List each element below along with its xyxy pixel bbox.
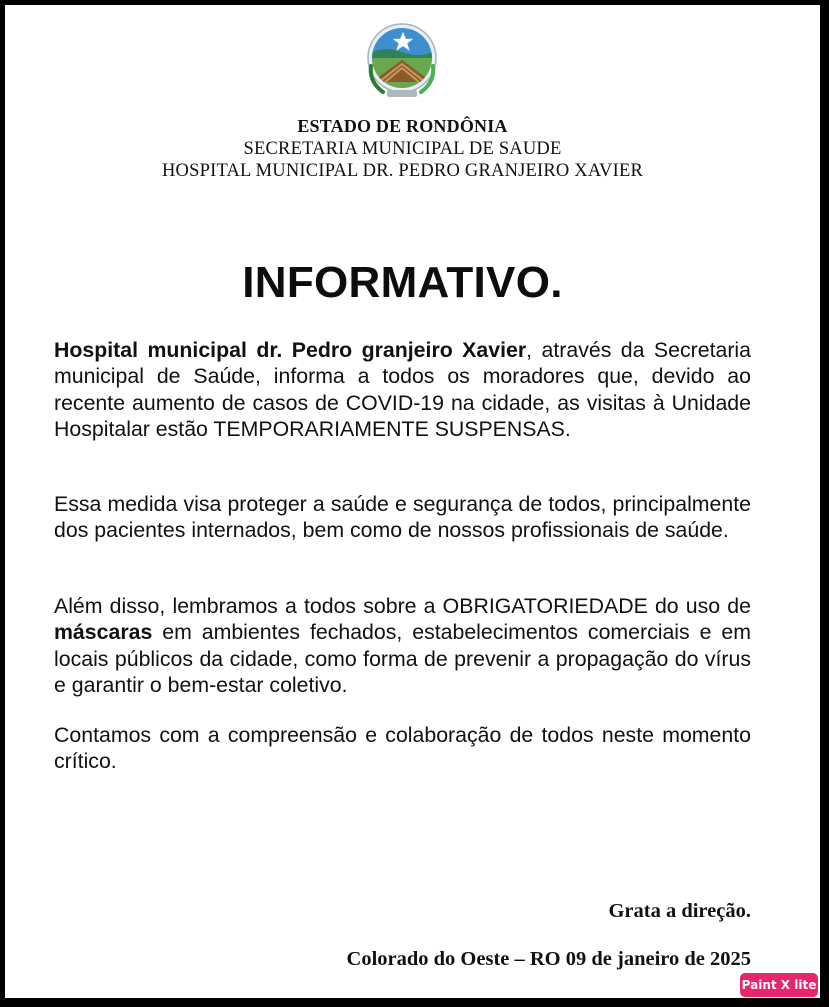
header-secretariat: SECRETARIA MUNICIPAL DE SAUDE <box>243 139 562 159</box>
header-state: ESTADO DE RONDÔNIA <box>297 116 508 136</box>
paragraph-masks <box>54 593 751 699</box>
signature-thanks: Grata a direção. <box>608 900 751 922</box>
hospital-name: Hospital municipal dr. Pedro granjeiro Xavier <box>54 338 527 362</box>
paragraph-announcement <box>54 337 751 443</box>
masks-text-start: Além disso, lembramos a todos sobre a OBRIGATORIEDADE do uso de <box>54 594 751 618</box>
signature-place-date: Colorado do Oeste – RO 09 de janeiro de 2025 <box>346 948 751 970</box>
masks-text-end: em ambientes fechados, estabelecimentos comerciais e em locais públicos da cidade, como forma de prevenir a propagação do vírus e garantir o bem-estar coletivo. <box>54 620 751 698</box>
announcement-text: , através da Secretaria municipal de Saúde, informa a todos os moradores que, devido ao recente aumento de casos de COVID-19 na cidade, as visitas à Unidade Hospitalar estão TEMPORARIAMENTE SUSPENSAS. <box>54 338 751 442</box>
municipal-crest-icon <box>365 22 439 100</box>
paragraph-closing: Contamos com a compreensão e colaboração de todos neste momento crítico. <box>54 723 751 774</box>
masks-bold-word: máscaras <box>54 620 153 645</box>
watermark-badge: Paint X lite <box>740 973 818 997</box>
page-title: INFORMATIVO. <box>242 258 563 307</box>
paragraph-measure: Essa medida visa proteger a saúde e segurança de todos, principalmente dos pacientes internados, bem como de nossos profissionais de saúde. <box>54 492 751 543</box>
header-hospital: HOSPITAL MUNICIPAL DR. PEDRO GRANJEIRO XAVIER <box>161 161 644 181</box>
